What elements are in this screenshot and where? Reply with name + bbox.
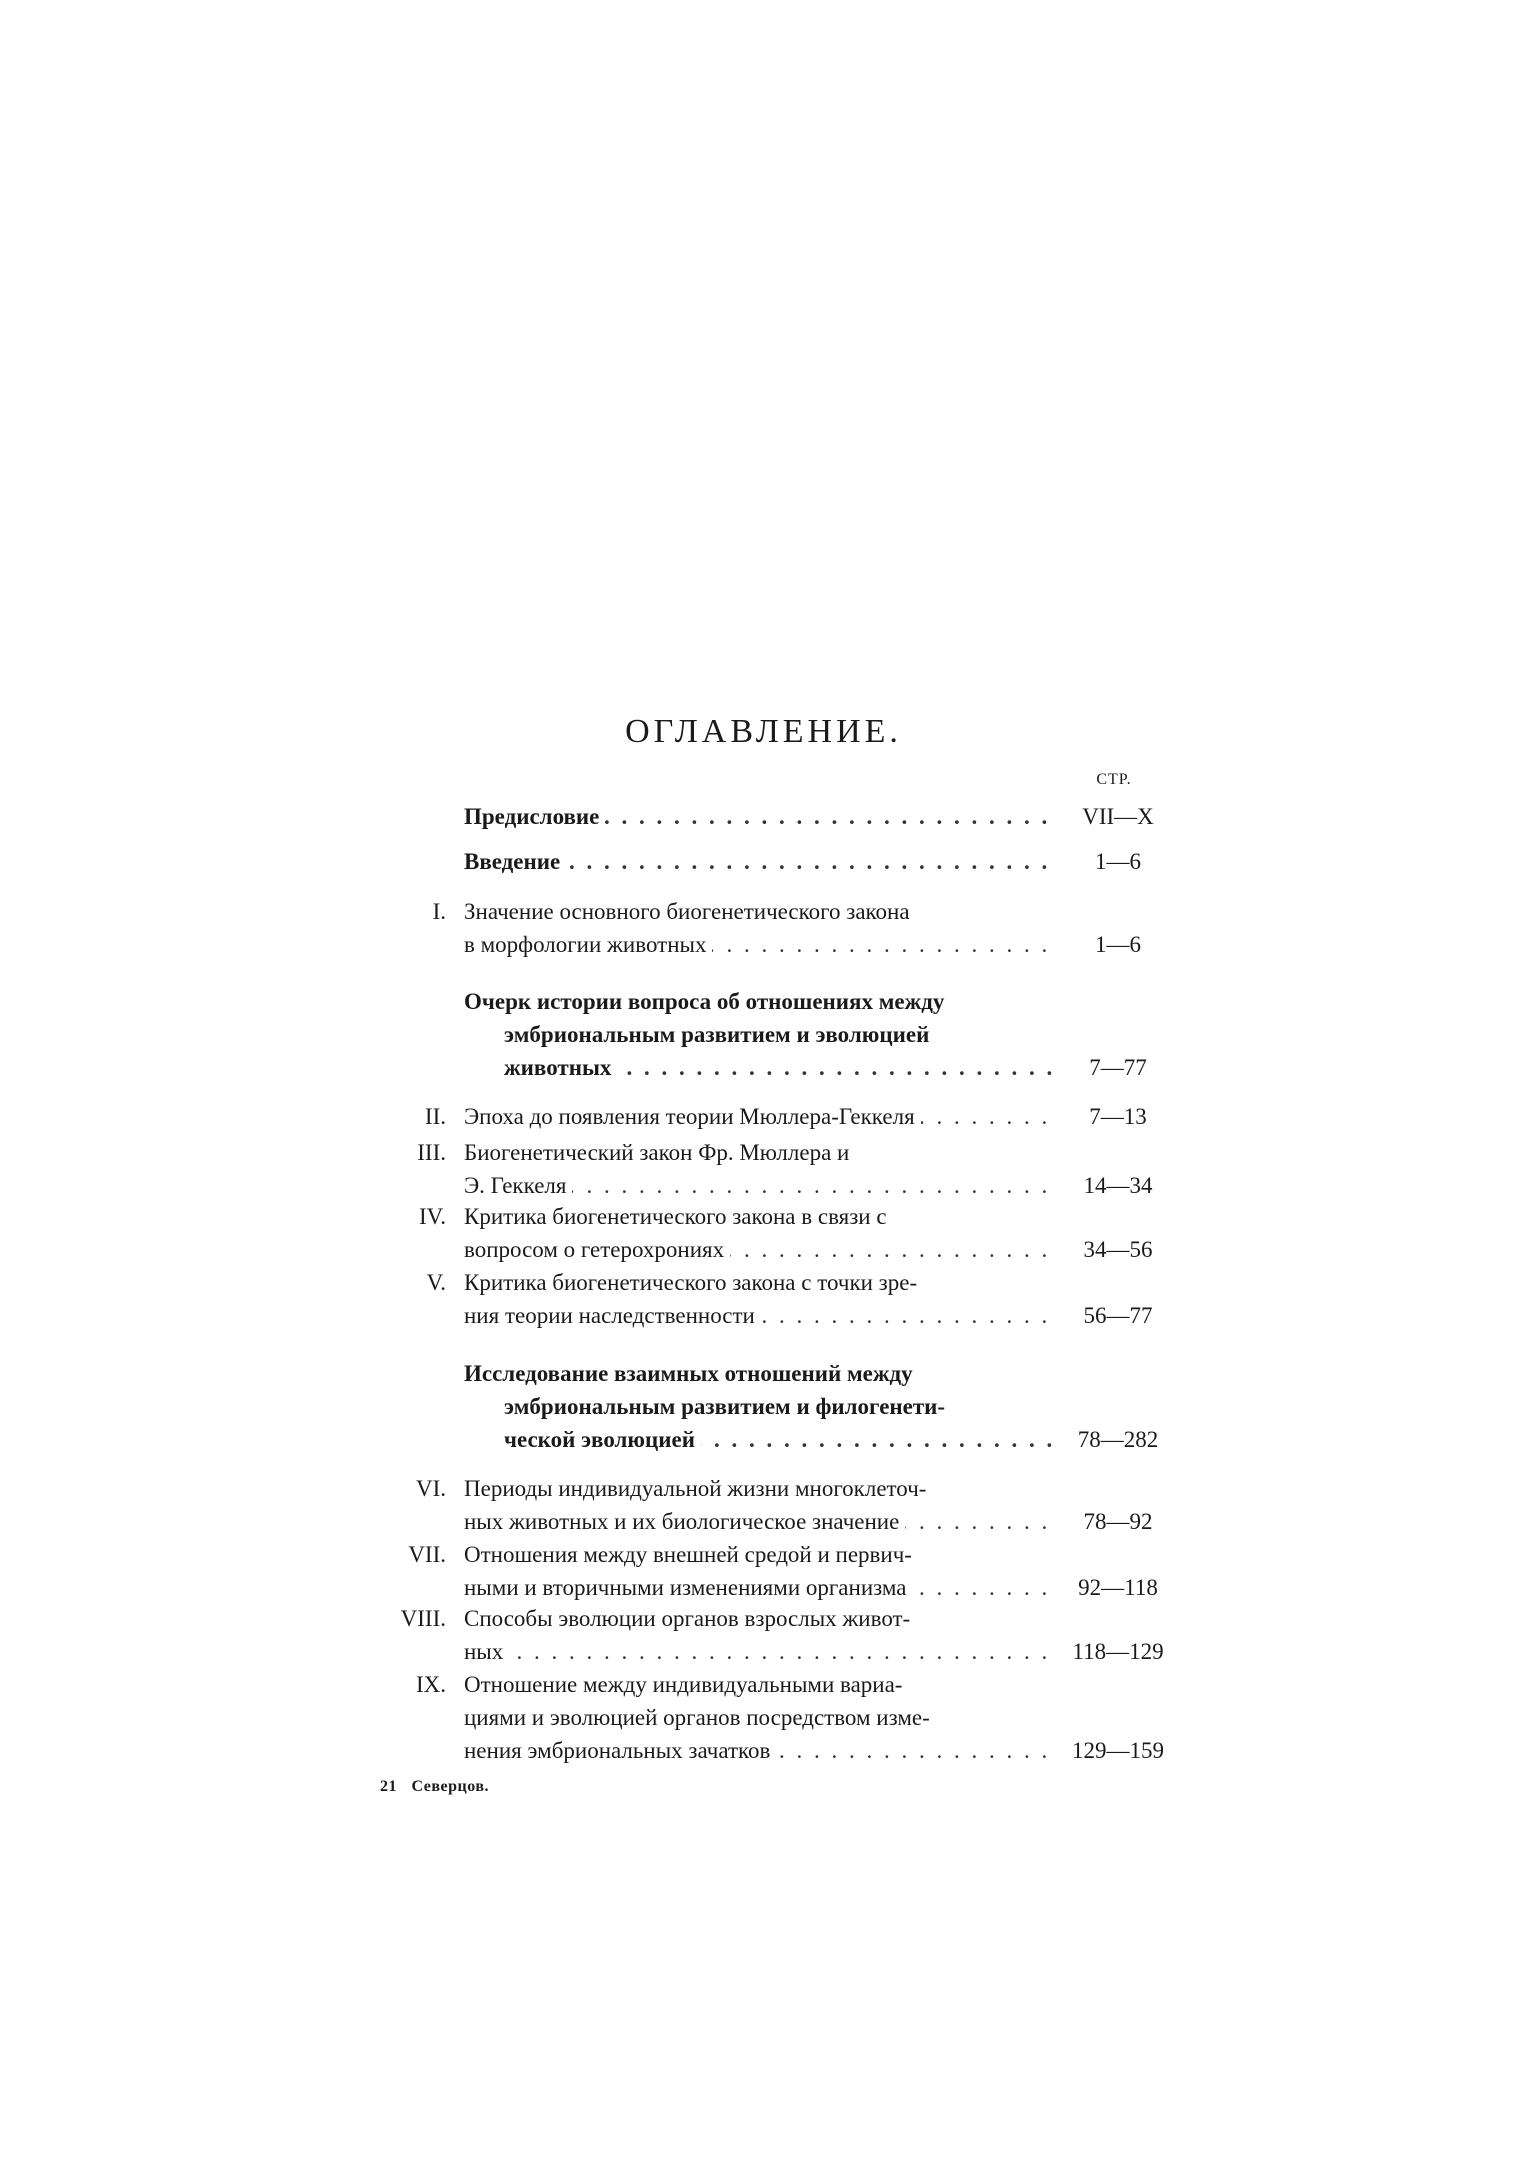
- entry-title: [464, 800, 1054, 833]
- chapter-number: IX.: [415, 1672, 446, 1697]
- entry-line: Э. Геккеля . . .: [464, 1169, 1054, 1202]
- toc-entry: [384, 985, 1174, 1084]
- page-title: ОГЛАВЛЕНИЕ.: [625, 713, 902, 750]
- entry-title: [464, 1538, 1054, 1604]
- entry-line: Эпоха до появления теории Мюллера-Геккеля . . .: [464, 1100, 1054, 1133]
- entry-title: [464, 1200, 1054, 1266]
- entry-line: Отношение между индивидуальными вариа-: [464, 1672, 903, 1697]
- entry-line: циями и эволюцией органов посредством изме-: [464, 1705, 930, 1730]
- page-range: 7—13: [1089, 1104, 1147, 1129]
- chapter-number: VII.: [408, 1542, 446, 1567]
- page-range: 14—34: [1083, 1173, 1153, 1198]
- entry-title: [464, 1357, 1054, 1456]
- entry-line: животных . . .: [464, 1051, 1054, 1084]
- entry-line: эмбриональным развитием и филогенети-: [504, 1394, 946, 1419]
- toc-entry: [384, 1538, 1174, 1604]
- entry-line: Биогенетический закон Фр. Мюллера и: [464, 1140, 850, 1165]
- footer-author: Северцов.: [411, 1778, 489, 1795]
- entry-line: в морфологии животных . . .: [464, 928, 1054, 961]
- toc-entry: [384, 1100, 1174, 1133]
- entry-title: [464, 1266, 1054, 1332]
- toc-entry: [384, 1136, 1174, 1202]
- toc-entry: [384, 1357, 1174, 1456]
- page-range: 34—56: [1083, 1237, 1153, 1262]
- entry-line: Отношения между внешней средой и первич-: [464, 1542, 912, 1567]
- toc-entry: [384, 1472, 1174, 1538]
- page-range: 56—77: [1083, 1303, 1153, 1328]
- entry-line: ния теории наследственности . . .: [464, 1299, 1054, 1332]
- page-range: 1—6: [1095, 932, 1141, 957]
- chapter-number: I.: [432, 899, 446, 924]
- entry-line: ческой эволюцией . . .: [464, 1423, 1054, 1456]
- page-range: VII—X: [1082, 804, 1154, 829]
- chapter-number: VIII.: [400, 1606, 446, 1631]
- chapter-number: IV.: [418, 1204, 446, 1229]
- entry-title: [464, 845, 1054, 878]
- chapter-number: III.: [417, 1140, 446, 1165]
- chapter-number: V.: [426, 1270, 446, 1295]
- page-range: 1—6: [1095, 849, 1141, 874]
- entry-title: [464, 895, 1054, 961]
- page-range: 78—92: [1083, 1509, 1153, 1534]
- entry-line: Критика биогенетического закона с точки зре-: [464, 1270, 918, 1295]
- entry-line: Введение . . .: [464, 845, 1054, 878]
- entry-title: [464, 1472, 1054, 1538]
- toc-entry: [384, 800, 1174, 833]
- entry-line: эмбриональным развитием и эволюцией: [504, 1022, 930, 1047]
- toc-entry: [384, 845, 1174, 878]
- entry-line: Предисловие . . .: [464, 800, 1054, 833]
- entry-line: ными и вторичными изменениями организма . . .: [464, 1571, 1054, 1604]
- toc-entry: [384, 1266, 1174, 1332]
- toc-entry: [384, 895, 1174, 961]
- entry-line: Исследование взаимных отношений между: [464, 1361, 913, 1386]
- chapter-number: II.: [424, 1104, 446, 1129]
- entry-line: Способы эволюции органов взрослых живот-: [464, 1606, 911, 1631]
- entry-line: ных . . .: [464, 1635, 1054, 1668]
- entry-line: Очерк истории вопроса об отношениях между: [464, 989, 945, 1014]
- chapter-number: VI.: [415, 1476, 446, 1501]
- page-column-header: СТР.: [1096, 771, 1132, 788]
- entry-title: [464, 1668, 1054, 1767]
- page-range: 129—159: [1072, 1738, 1164, 1763]
- entry-line: нения эмбриональных зачатков . . .: [464, 1734, 1054, 1767]
- footer: [380, 1778, 489, 1796]
- entry-line: Значение основного биогенетического закона: [464, 899, 910, 924]
- entry-title: [464, 1136, 1054, 1202]
- entry-title: [464, 1602, 1054, 1668]
- toc-entry: [384, 1200, 1174, 1266]
- page-range: 92—118: [1078, 1575, 1158, 1600]
- entry-line: ных животных и их биологическое значение . . .: [464, 1505, 1054, 1538]
- page-range: 78—282: [1077, 1427, 1159, 1452]
- entry-title: [464, 985, 1054, 1084]
- entry-line: Критика биогенетического закона в связи с: [464, 1204, 887, 1229]
- signature-number: 21: [380, 1778, 397, 1795]
- entry-title: [464, 1100, 1054, 1133]
- page-range: 7—77: [1089, 1055, 1147, 1080]
- page-range: 118—129: [1072, 1639, 1164, 1664]
- toc-entry: [384, 1668, 1174, 1767]
- entry-line: Периоды индивидуальной жизни многоклеточ-: [464, 1476, 927, 1501]
- entry-line: вопросом о гетерохрониях . . .: [464, 1233, 1054, 1266]
- toc-entry: [384, 1602, 1174, 1668]
